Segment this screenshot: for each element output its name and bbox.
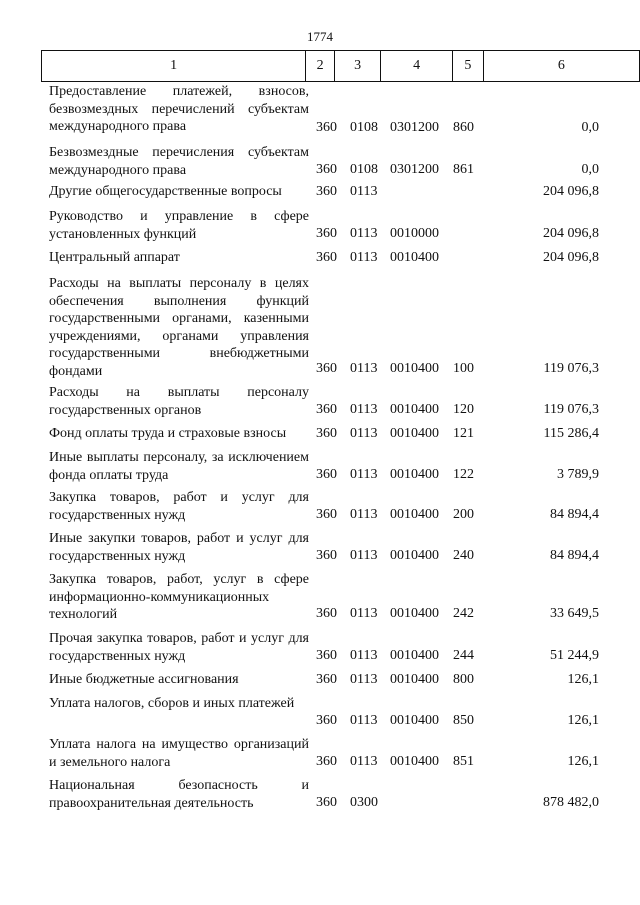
row-code-section: 0113 [350, 548, 378, 563]
row-code-section: 0113 [350, 250, 378, 265]
row-code-section: 0113 [350, 402, 378, 417]
row-amount: 204 096,8 [543, 184, 599, 199]
column-header-1: 1 [42, 51, 306, 82]
row-code-ministry: 360 [316, 648, 337, 663]
table-row [0, 530, 640, 570]
column-header-row [42, 51, 640, 82]
row-code-ministry: 360 [316, 120, 337, 135]
row-amount: 3 789,9 [557, 467, 599, 482]
row-amount: 0,0 [581, 162, 599, 177]
table-row [0, 275, 640, 379]
row-code-section: 0113 [350, 184, 378, 199]
table-row [0, 249, 640, 269]
row-amount: 126,1 [567, 713, 599, 728]
row-code-ministry: 360 [316, 548, 337, 563]
row-name: Безвозмездные перечисления субъектам международного права [49, 145, 309, 178]
row-code-expense-type: 861 [453, 162, 474, 177]
row-code-target: 0010400 [390, 606, 439, 621]
row-code-ministry: 360 [316, 162, 337, 177]
row-code-section: 0113 [350, 754, 378, 769]
column-header-5: 5 [453, 51, 484, 82]
row-name: Фонд оплаты труда и страховые взносы [49, 426, 287, 441]
row-name: Расходы на выплаты персоналу государственных органов [49, 385, 309, 418]
row-code-ministry: 360 [316, 754, 337, 769]
table-row [0, 425, 640, 445]
row-code-section: 0108 [350, 162, 378, 177]
row-code-expense-type: 200 [453, 507, 474, 522]
row-name: Закупка товаров, работ, услуг в сфере информационно-коммуникационных технологий [49, 572, 309, 622]
row-amount: 84 894,4 [550, 507, 599, 522]
row-name: Уплата налога на имущество организаций и земельного налога [49, 737, 309, 770]
row-name: Прочая закупка товаров, работ и услуг для государственных нужд [49, 631, 309, 664]
column-header-6: 6 [483, 51, 639, 82]
row-code-target: 0010400 [390, 250, 439, 265]
row-amount: 51 244,9 [550, 648, 599, 663]
row-code-expense-type: 120 [453, 402, 474, 417]
row-code-expense-type: 121 [453, 426, 474, 441]
row-code-ministry: 360 [316, 672, 337, 687]
row-code-target: 0010400 [390, 672, 439, 687]
row-code-expense-type: 100 [453, 361, 474, 376]
row-code-expense-type: 850 [453, 713, 474, 728]
row-code-target: 0010400 [390, 402, 439, 417]
row-code-ministry: 360 [316, 426, 337, 441]
row-code-section: 0113 [350, 713, 378, 728]
table-row [0, 695, 640, 735]
row-code-ministry: 360 [316, 713, 337, 728]
row-name: Закупка товаров, работ и услуг для государственных нужд [49, 490, 309, 523]
row-code-target: 0010400 [390, 548, 439, 563]
row-amount: 126,1 [567, 672, 599, 687]
row-amount: 115 286,4 [543, 426, 599, 441]
row-amount: 204 096,8 [543, 250, 599, 265]
row-code-section: 0113 [350, 361, 378, 376]
row-code-ministry: 360 [316, 226, 337, 241]
row-name: Центральный аппарат [49, 250, 180, 265]
row-code-ministry: 360 [316, 250, 337, 265]
column-header-table [41, 50, 640, 82]
row-name: Предоставление платежей, взносов, безвозмездных перечислений субъектам международного права [49, 84, 309, 134]
row-code-target: 0010400 [390, 754, 439, 769]
row-amount: 126,1 [567, 754, 599, 769]
row-code-target: 0010400 [390, 467, 439, 482]
row-name: Иные закупки товаров, работ и услуг для государственных нужд [49, 531, 309, 564]
row-name: Национальная безопасность и правоохранительная деятельность [49, 778, 309, 811]
row-code-ministry: 360 [316, 467, 337, 482]
row-amount: 204 096,8 [543, 226, 599, 241]
row-code-target: 0010400 [390, 361, 439, 376]
row-code-expense-type: 244 [453, 648, 474, 663]
row-code-section: 0113 [350, 426, 378, 441]
page-number: 1774 [307, 29, 333, 44]
table-row [0, 144, 640, 184]
row-code-target: 0010400 [390, 507, 439, 522]
row-name: Иные выплаты персоналу, за исключением фонда оплаты труда [49, 450, 309, 483]
table-row [0, 183, 640, 203]
row-code-section: 0113 [350, 226, 378, 241]
table-row [0, 489, 640, 529]
table-row [0, 671, 640, 691]
row-code-expense-type: 851 [453, 754, 474, 769]
row-code-section: 0113 [350, 672, 378, 687]
row-code-section: 0113 [350, 648, 378, 663]
row-code-target: 0010400 [390, 426, 439, 441]
row-code-target: 0301200 [390, 162, 439, 177]
row-code-ministry: 360 [316, 184, 337, 199]
row-amount: 119 076,3 [543, 361, 599, 376]
column-header-2: 2 [306, 51, 335, 82]
table-row [0, 736, 640, 776]
row-amount: 33 649,5 [550, 606, 599, 621]
row-code-expense-type: 860 [453, 120, 474, 135]
row-code-target: 0010400 [390, 648, 439, 663]
row-code-section: 0108 [350, 120, 378, 135]
row-code-expense-type: 240 [453, 548, 474, 563]
table-row [0, 630, 640, 670]
row-name: Другие общегосударственные вопросы [49, 184, 282, 199]
column-header-3: 3 [334, 51, 380, 82]
row-name: Уплата налогов, сборов и иных платежей [49, 696, 295, 711]
row-amount: 119 076,3 [543, 402, 599, 417]
row-code-section: 0113 [350, 507, 378, 522]
row-code-ministry: 360 [316, 507, 337, 522]
table-row [0, 384, 640, 424]
row-code-expense-type: 122 [453, 467, 474, 482]
row-name: Расходы на выплаты персоналу в целях обеспечения выполнения функций государственными органами, казенными учреждениями, органами управления государственными внебюджетными фондами [49, 276, 309, 379]
row-name: Руководство и управление в сфере установленных функций [49, 209, 309, 242]
row-code-ministry: 360 [316, 402, 337, 417]
table-row [0, 449, 640, 489]
table-row [0, 571, 640, 631]
row-amount: 0,0 [581, 120, 599, 135]
table-row [0, 83, 640, 143]
row-code-target: 0010000 [390, 226, 439, 241]
table-row [0, 208, 640, 248]
row-code-expense-type: 242 [453, 606, 474, 621]
row-code-target: 0301200 [390, 120, 439, 135]
row-code-ministry: 360 [316, 361, 337, 376]
row-code-ministry: 360 [316, 795, 337, 810]
row-code-target: 0010400 [390, 713, 439, 728]
row-code-ministry: 360 [316, 606, 337, 621]
row-name: Иные бюджетные ассигнования [49, 672, 239, 687]
table-row [0, 777, 640, 817]
row-code-section: 0300 [350, 795, 378, 810]
row-amount: 878 482,0 [543, 795, 599, 810]
row-code-section: 0113 [350, 467, 378, 482]
row-code-expense-type: 800 [453, 672, 474, 687]
row-code-section: 0113 [350, 606, 378, 621]
row-amount: 84 894,4 [550, 548, 599, 563]
column-header-4: 4 [381, 51, 453, 82]
